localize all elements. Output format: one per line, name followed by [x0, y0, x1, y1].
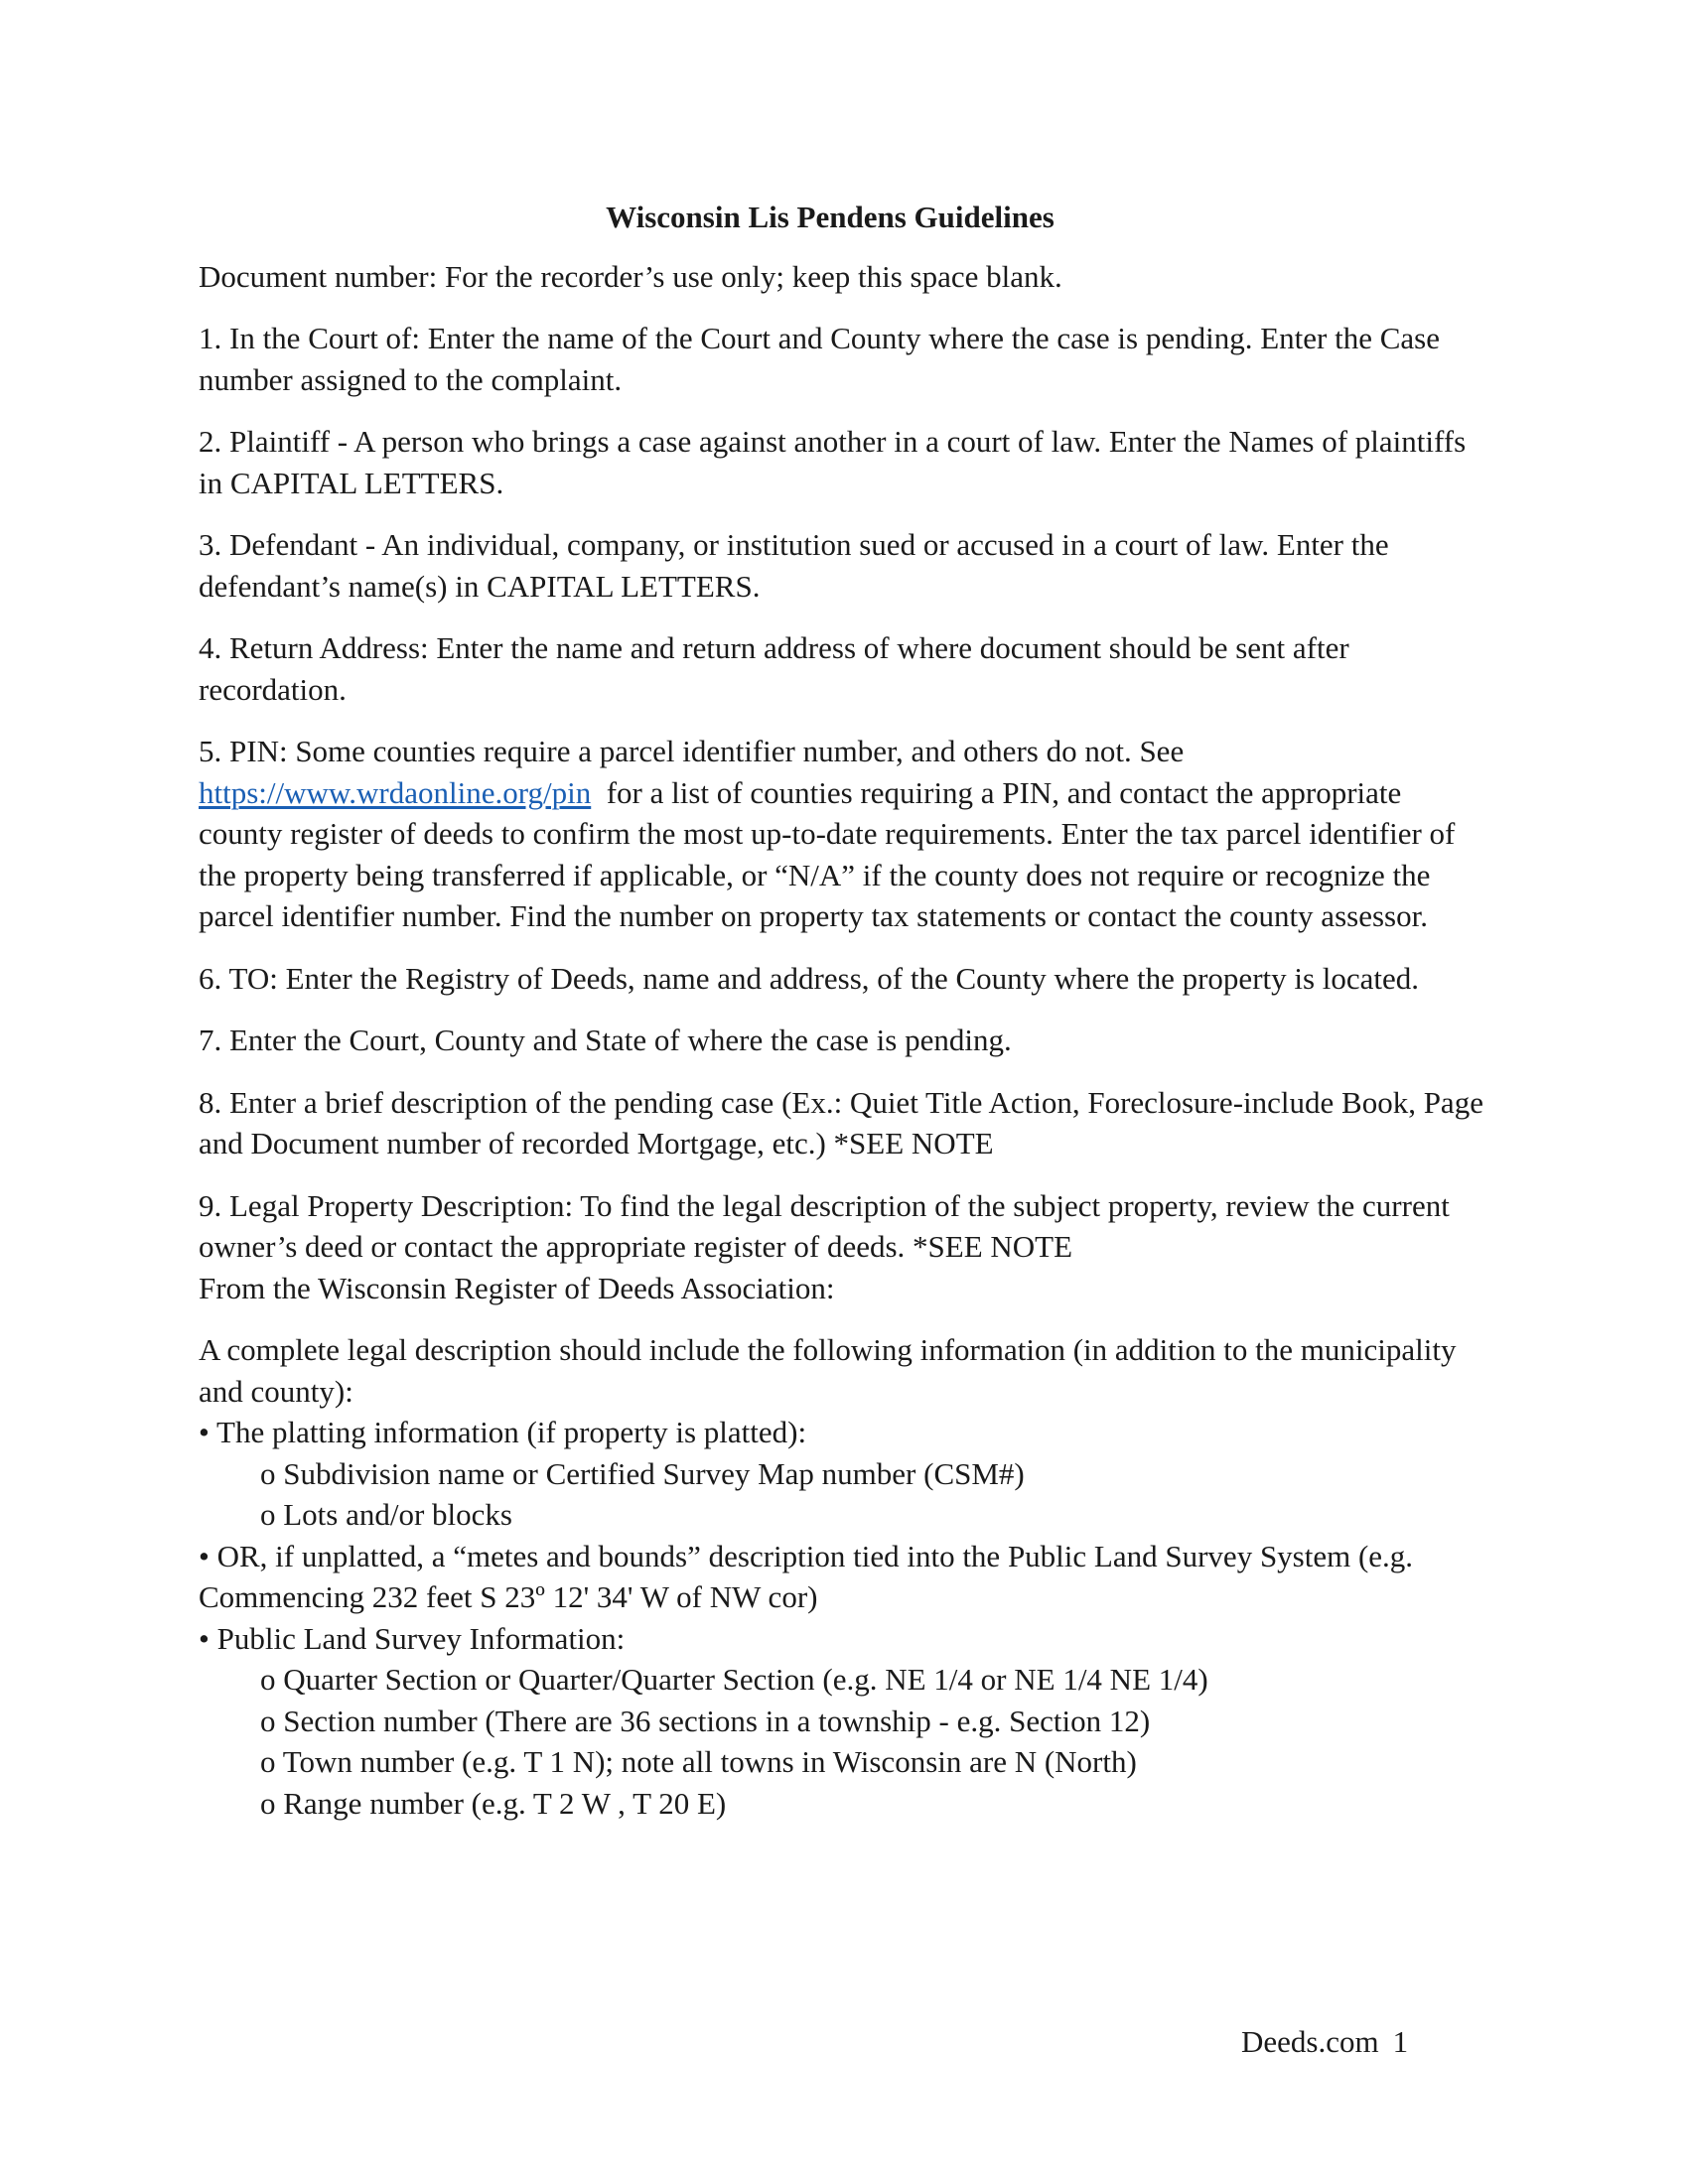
- sub-item-lots: o Lots and/or blocks: [260, 1497, 512, 1532]
- footer-site-name: Deeds.com: [1241, 2024, 1379, 2059]
- guideline-item-2: 2. Plaintiff - A person who brings a case against another in a court of law. Enter the Names of plaintiffs in CAPITAL LETTERS.: [199, 424, 1467, 500]
- bullet-plss: • Public Land Survey Information:: [199, 1620, 626, 1656]
- guideline-item-8: 8. Enter a brief description of the pending case (Ex.: Quiet Title Action, Foreclosure-include Book, Page and Document number of recorded Mortgage, etc.) *SEE NOTE: [199, 1084, 1483, 1160]
- page-number: 1: [1392, 2024, 1409, 2059]
- guideline-item-3: 3. Defendant - An individual, company, or institution sued or accused in a court of law. Enter the defendant’s name(s) in CAPITAL LETTERS.: [199, 527, 1389, 604]
- item-5-rest: for a list of counties requiring a PIN, and contact the appropriate county register of deeds to confirm the most up-to-date requirements. Enter the tax parcel identifier of the property being transferred if applicable, or “N/A” if the county does not require or recognize the parcel identifier number. Find the number on property tax statements or contact the county assessor.: [199, 774, 1456, 933]
- guideline-item-6: 6. TO: Enter the Registry of Deeds, name and address, of the County where the property is located.: [199, 960, 1420, 996]
- guideline-item-4: 4. Return Address: Enter the name and return address of where document should be sent after recordation.: [199, 630, 1349, 707]
- association-heading: From the Wisconsin Register of Deeds Association:: [199, 1270, 835, 1305]
- document-title: Wisconsin Lis Pendens Guidelines: [606, 200, 1055, 234]
- bullet-unplatted: • OR, if unplatted, a “metes and bounds” description tied into the Public Land Survey System (e.g. Commencing 232 feet S 23º 12' 34' W of NW cor): [199, 1538, 1414, 1614]
- document-number-note: Document number: For the recorder’s use only; keep this space blank.: [199, 258, 1062, 294]
- guideline-item-7: 7. Enter the Court, County and State of where the case is pending.: [199, 1023, 1012, 1057]
- bullet-platting: • The platting information (if property is platted):: [199, 1415, 807, 1449]
- sub-item-quarter-section: o Quarter Section or Quarter/Quarter Section (e.g. NE 1/4 or NE 1/4 NE 1/4): [260, 1662, 1208, 1697]
- wrda-pin-link[interactable]: https://www.wrdaonline.org/pin: [199, 774, 592, 810]
- sub-item-subdivision: o Subdivision name or Certified Survey Map number (CSM#): [260, 1455, 1025, 1491]
- page-footer: [1241, 2021, 1408, 2063]
- sub-item-range-number: o Range number (e.g. T 2 W , T 20 E): [260, 1785, 727, 1821]
- document-page: [199, 197, 1489, 1824]
- sub-item-town-number: o Town number (e.g. T 1 N); note all towns in Wisconsin are N (North): [260, 1744, 1137, 1779]
- guideline-item-5: [199, 731, 1489, 937]
- guideline-item-1: 1. In the Court of: Enter the name of the Court and County where the case is pending. Enter the Case number assigned to the complaint.: [199, 321, 1440, 397]
- guideline-item-9: 9. Legal Property Description: To find the legal description of the subject property, review the current owner’s deed or contact the appropriate register of deeds. *SEE NOTE: [199, 1187, 1450, 1264]
- sub-item-section-number: o Section number (There are 36 sections in a township - e.g. Section 12): [260, 1703, 1151, 1738]
- item-5-lead: 5. PIN: Some counties require a parcel identifier number, and others do not. See: [199, 734, 1185, 768]
- legal-description-intro: A complete legal description should include the following information (in addition to the municipality and county):: [199, 1332, 1457, 1409]
